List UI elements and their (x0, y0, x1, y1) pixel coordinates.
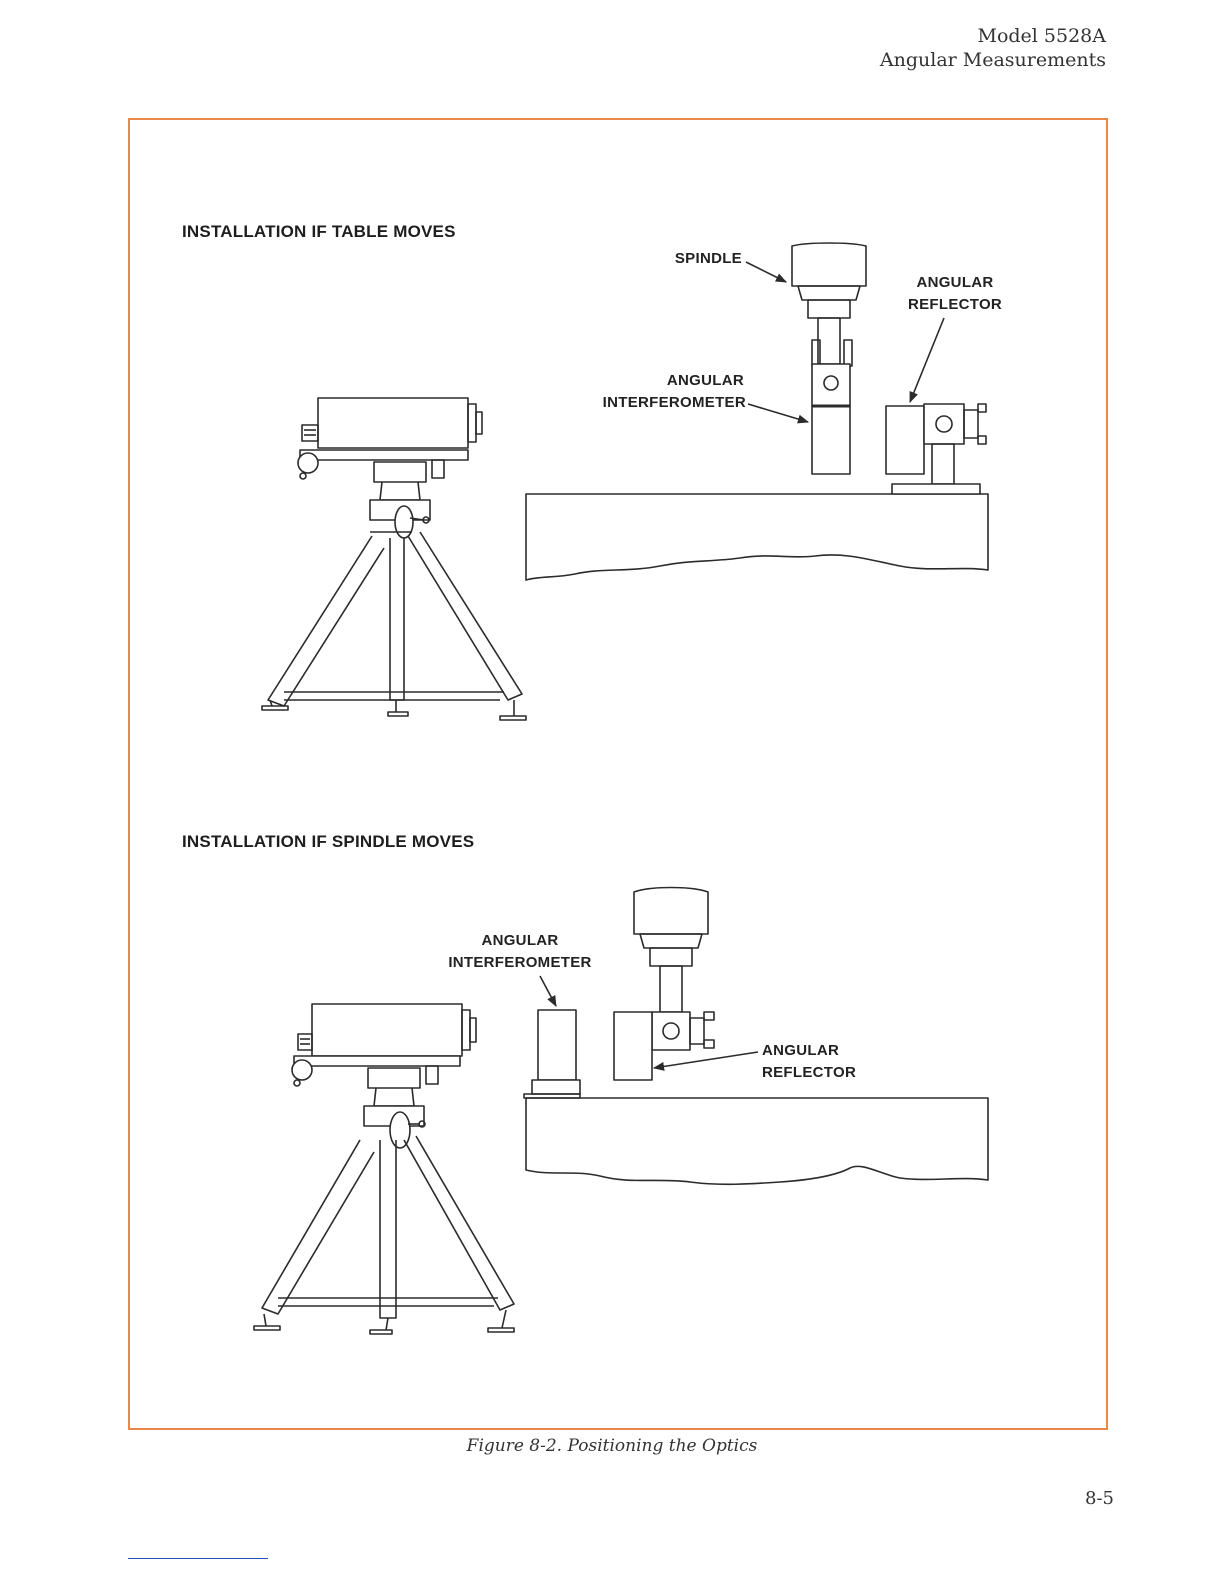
angular-interferometer-bottom (524, 1010, 580, 1098)
page-number: 8-5 (1085, 1488, 1114, 1509)
machine-table-top (526, 494, 988, 580)
label-angular-reflector-bottom-line2: REFLECTOR (762, 1064, 857, 1081)
label-angular-reflector-top-line2: REFLECTOR (907, 296, 1003, 313)
label-angular-reflector-top-line1: ANGULAR (916, 274, 994, 291)
label-angular-reflector-bottom (762, 1040, 892, 1084)
label-angular-interferometer-bottom-line2: INTERFEROMETER (448, 954, 592, 971)
label-angular-interferometer-bottom (430, 930, 610, 974)
section-title-table-moves: INSTALLATION IF TABLE MOVES (182, 222, 456, 241)
label-angular-interferometer-bottom-line1: ANGULAR (481, 932, 559, 949)
label-angular-reflector-top (890, 272, 1020, 316)
label-angular-interferometer-top-line1: ANGULAR (666, 372, 744, 389)
laser-head-tripod-top (262, 398, 526, 720)
machine-table-bottom (526, 1098, 988, 1184)
angular-reflector-top (886, 404, 986, 494)
laser-head-tripod-bottom (254, 1004, 514, 1334)
label-angular-interferometer-top (560, 370, 746, 414)
footer-rule (128, 1558, 268, 1559)
label-spindle-text: SPINDLE (674, 250, 742, 267)
figure-caption: Figure 8-2. Positioning the Optics (466, 1436, 758, 1456)
section-title-spindle-moves: INSTALLATION IF SPINDLE MOVES (182, 832, 475, 851)
spindle-reflector-bottom (614, 888, 714, 1081)
label-spindle (620, 248, 742, 270)
label-angular-reflector-bottom-line1: ANGULAR (762, 1042, 840, 1059)
label-angular-interferometer-top-line2: INTERFEROMETER (602, 394, 746, 411)
header-model: Model 5528A (977, 25, 1106, 47)
spindle-top (792, 243, 866, 474)
header-section: Angular Measurements (879, 49, 1106, 71)
